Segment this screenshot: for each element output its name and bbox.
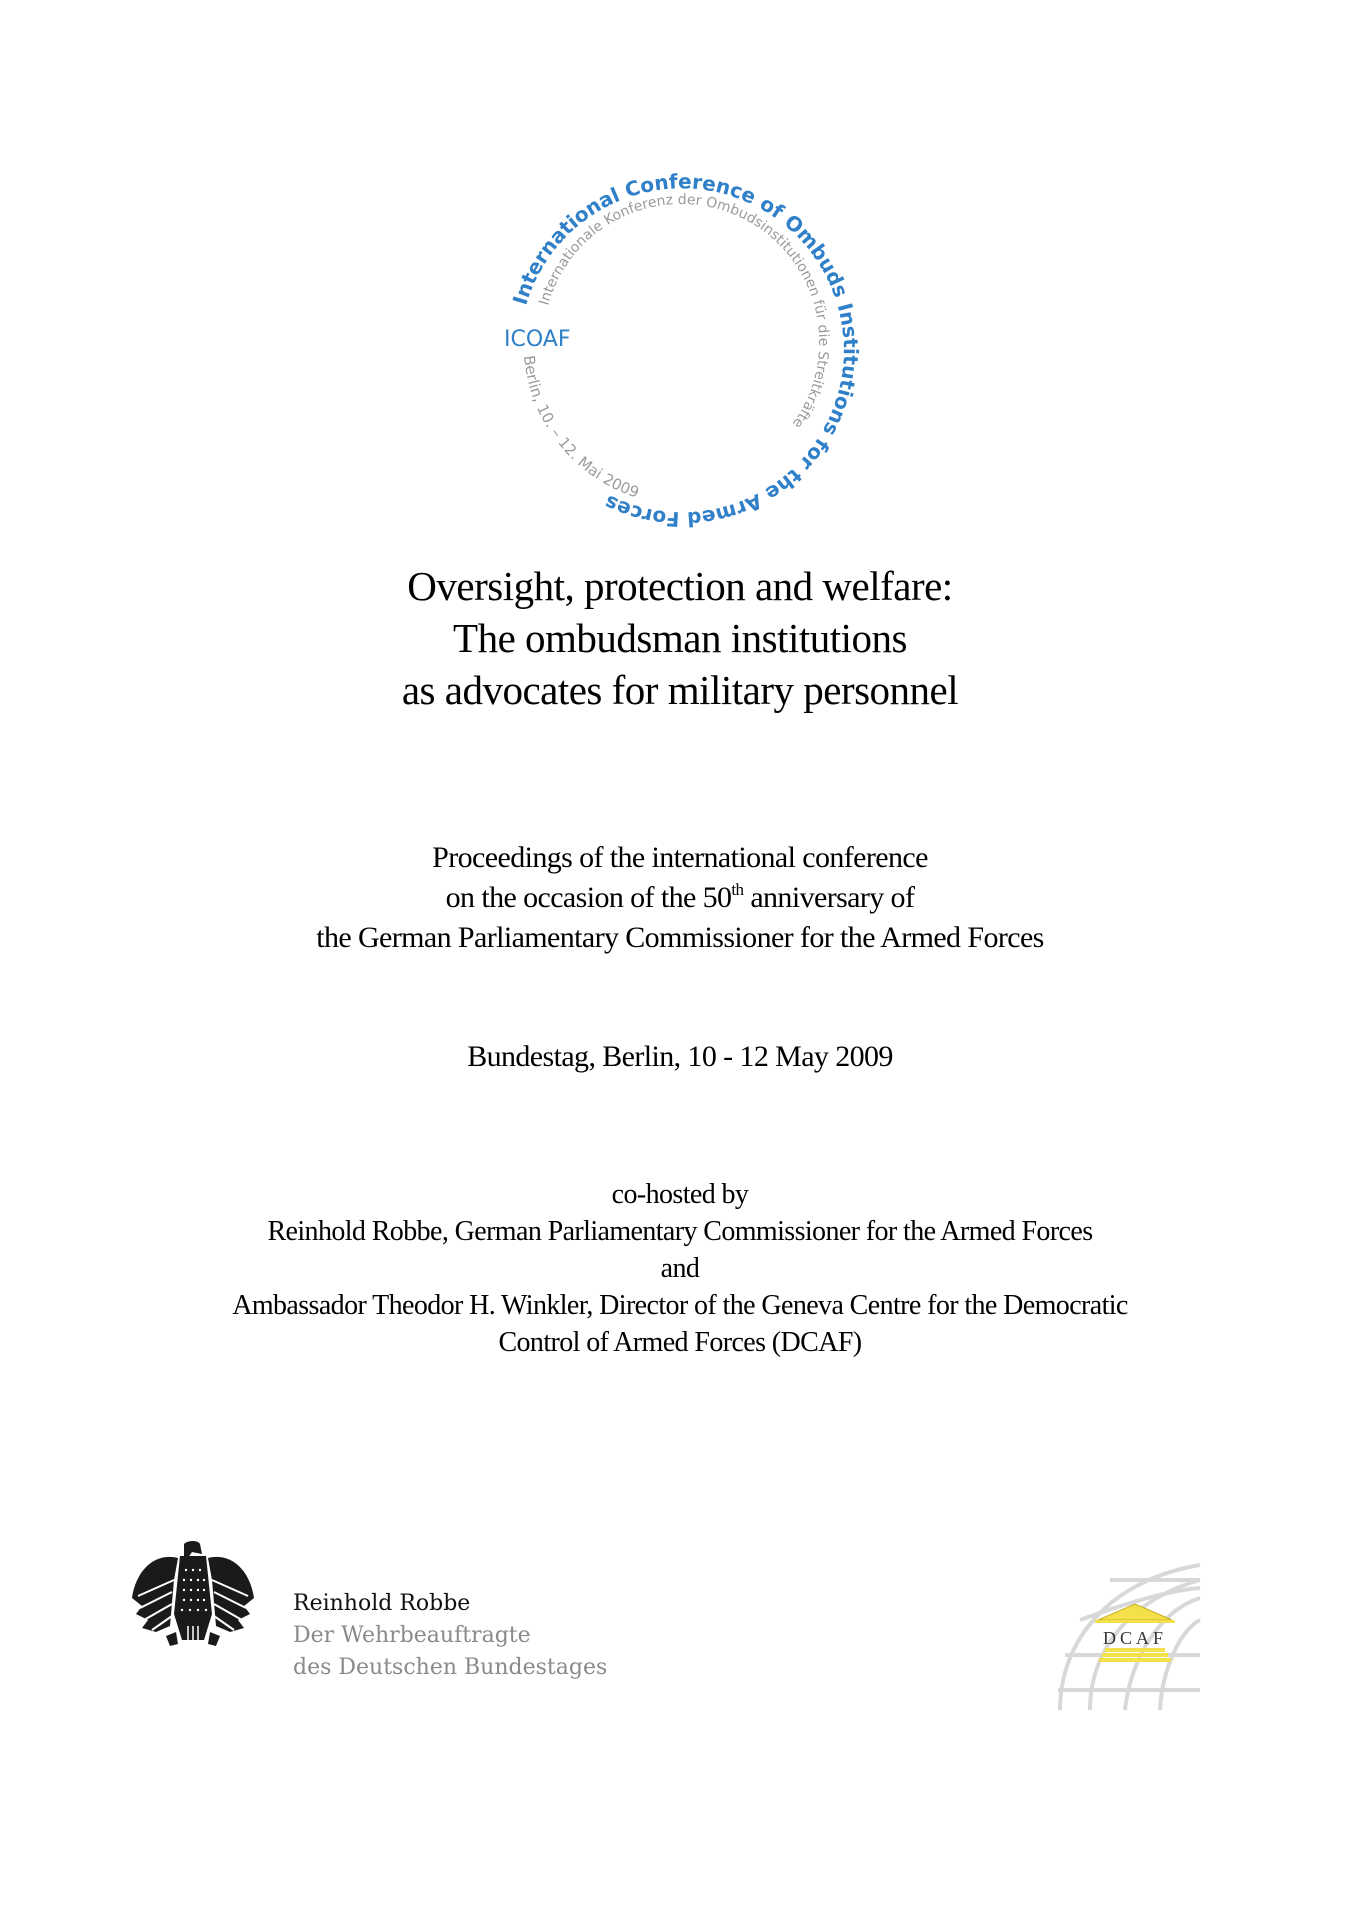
icoaf-inner-text: Internationale Konferenz der Ombudsinstitutionen für die Streitkräfte bbox=[536, 191, 832, 431]
wehrbeauftragter-title-2: des Deutschen Bundestages bbox=[293, 1655, 608, 1680]
title-line-3: as advocates for military personnel bbox=[401, 667, 959, 713]
cohosts-conjunction: and bbox=[660, 1253, 700, 1284]
title-line-1: Oversight, protection and welfare: bbox=[407, 563, 953, 609]
cohost-1: Reinhold Robbe, German Parliamentary Commissioner for the Armed Forces bbox=[267, 1216, 1093, 1247]
title-line-2: The ombudsman institutions bbox=[453, 615, 907, 661]
proceedings-line-2 bbox=[0, 878, 1360, 918]
dcaf-label: DCAF bbox=[1102, 1628, 1168, 1648]
icoaf-date-text: Berlin, 10. – 12. Mai 2009 bbox=[519, 354, 642, 502]
icoaf-outer-text: International Conference of Ombuds Institutions for the Armed Forces bbox=[507, 169, 863, 532]
ordinal-suffix: th bbox=[731, 880, 744, 899]
proceedings-line-1: Proceedings of the international conference bbox=[432, 841, 928, 874]
document-title bbox=[0, 560, 1360, 716]
venue-date: Bundestag, Berlin, 10 - 12 May 2009 bbox=[467, 1040, 893, 1073]
cohost-2-line-1: Ambassador Theodor H. Winkler, Director of the Geneva Centre for the Democratic bbox=[232, 1290, 1128, 1321]
cohosts-block bbox=[0, 1176, 1360, 1361]
proceedings-line-3: the German Parliamentary Commissioner for the Armed Forces bbox=[316, 921, 1044, 954]
icoaf-logo bbox=[486, 156, 886, 536]
icoaf-acronym: ICOAF bbox=[504, 327, 571, 352]
wehrbeauftragter-name: Reinhold Robbe bbox=[293, 1591, 471, 1616]
proceedings-subtitle bbox=[0, 838, 1360, 958]
wehrbeauftragter-signature bbox=[293, 1588, 607, 1684]
proceedings-line-2-pre: on the occasion of the 50 bbox=[445, 881, 732, 914]
cohost-2-line-2: Control of Armed Forces (DCAF) bbox=[498, 1327, 862, 1358]
dcaf-globe-temple-icon bbox=[1050, 1560, 1220, 1710]
proceedings-line-2-post: anniversary of bbox=[743, 881, 915, 914]
dcaf-logo bbox=[1050, 1560, 1220, 1710]
wehrbeauftragter-title-1: Der Wehrbeauftragte bbox=[293, 1623, 531, 1648]
icoaf-ring-icon bbox=[486, 156, 886, 536]
cohosts-intro: co-hosted by bbox=[611, 1179, 749, 1210]
federal-eagle-icon bbox=[130, 1540, 256, 1652]
